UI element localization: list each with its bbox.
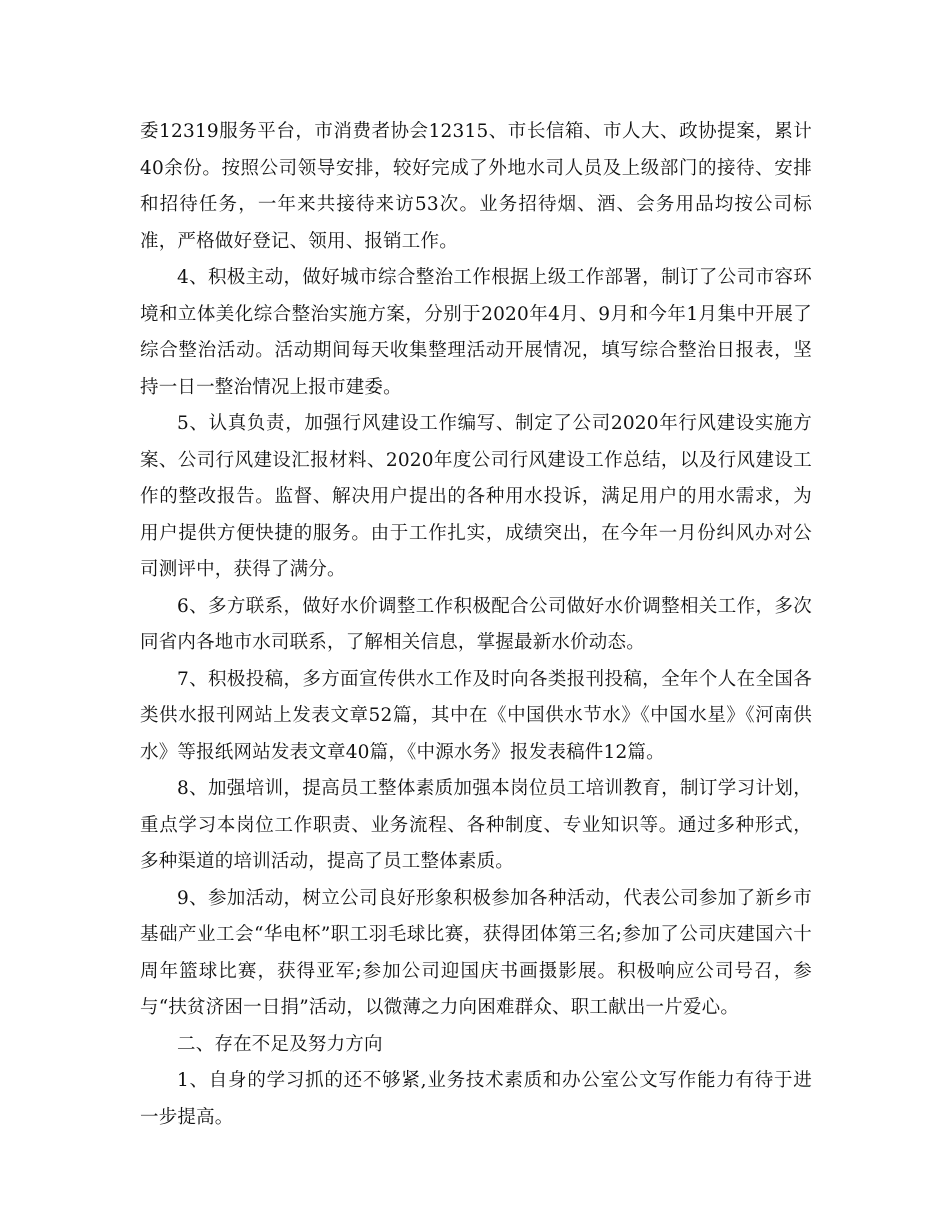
paragraph-item-9: 9、参加活动，树立公司良好形象积极参加各种活动，代表公司参加了新乡市基础产业工会“华电杯”职工羽毛球比赛，获得团体第三名;参加了公司庆建国六十周年篮球比赛，获得亚军;参加公司迎国庆书画摄影展。积极响应公司号召，参与“扶贫济困一日捐”活动，以微薄之力向困难群众、职工献出一片爱心。 [140, 887, 812, 1018]
document-body [140, 114, 812, 1136]
paragraph-item-4: 4、积极主动，做好城市综合整治工作根据上级工作部署，制订了公司市容环境和立体美化综合整治实施方案，分别于2020年4月、9月和今年1月集中开展了综合整治活动。活动期间每天收集整理活动开展情况，填写综合整治日报表，坚持一日一整治情况上报市建委。 [140, 267, 812, 398]
paragraph-item-8: 8、加强培训，提高员工整体素质加强本岗位员工培训教育，制订学习计划，重点学习本岗位工作职责、业务流程、各种制度、专业知识等。通过多种形式，多种渠道的培训活动，提高了员工整体素质。 [140, 778, 812, 872]
paragraph-item-7: 7、积极投稿，多方面宣传供水工作及时向各类报刊投稿，全年个人在全国各类供水报刊网站上发表文章52篇，其中在《中国供水节水》《中国水星》《河南供水》等报纸网站发表文章40篇，《中源水务》报发表稿件12篇。 [140, 668, 812, 763]
paragraph-shortcoming-1: 1、自身的学习抓的还不够紧,业务技术素质和办公室公文写作能力有待于进一步提高。 [140, 1070, 812, 1128]
paragraph-item-5: 5、认真负责，加强行风建设工作编写、制定了公司2020年行风建设实施方案、公司行风建设汇报材料、2020年度公司行风建设工作总结，以及行风建设工作的整改报告。监督、解决用户提出的各种用水投诉，满足用户的用水需求，为用户提供方便快捷的服务。由于工作扎实，成绩突出，在今年一月份纠风办对公司测评中，获得了满分。 [140, 413, 812, 580]
paragraph-continued: 委12319服务平台，市消费者协会12315、市长信箱、市人大、政协提案，累计40余份。按照公司领导安排，较好完成了外地水司人员及上级部门的接待、安排和招待任务，一年来共接待来访53次。业务招待烟、酒、会务用品均按公司标准，严格做好登记、领用、报销工作。 [140, 121, 812, 252]
paragraph-item-6: 6、多方联系，做好水价调整工作积极配合公司做好水价调整相关工作，多次同省内各地市水司联系，了解相关信息，掌握最新水价动态。 [140, 595, 812, 653]
section-heading: 二、存在不足及努力方向 [177, 1033, 383, 1055]
